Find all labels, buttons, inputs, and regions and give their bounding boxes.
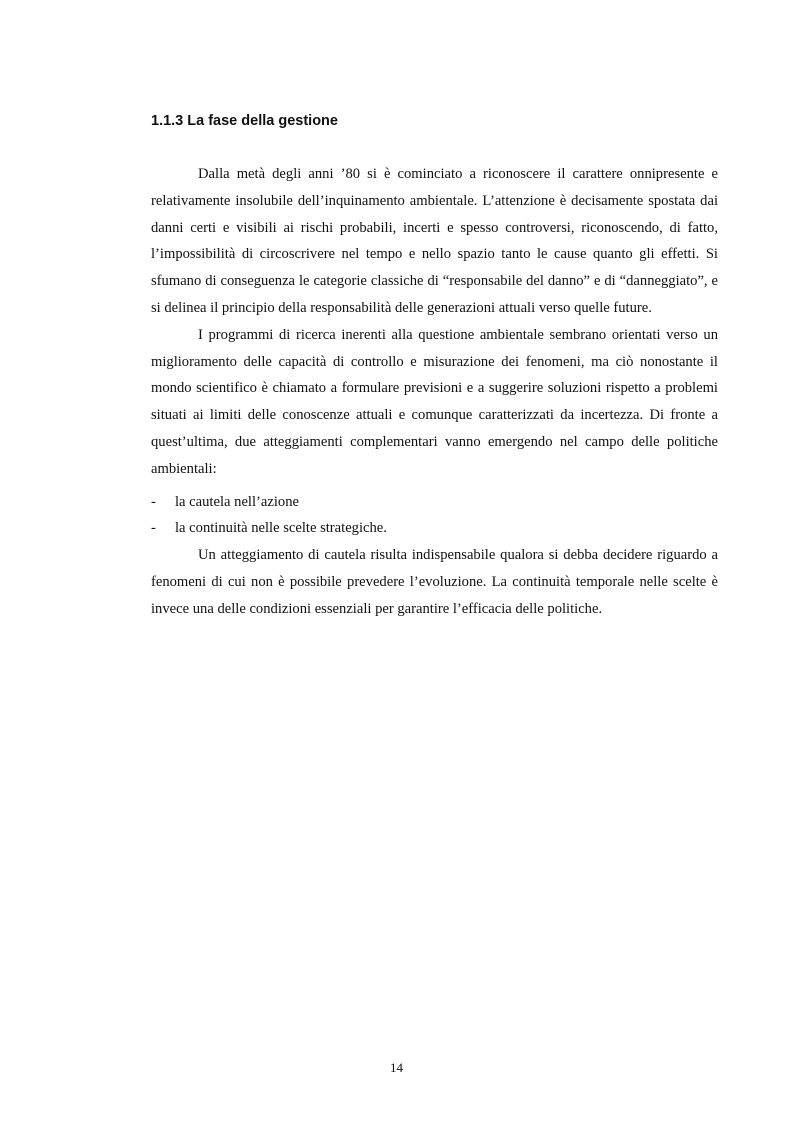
paragraph: I programmi di ricerca inerenti alla questione ambientale sembrano orientati verso un miglioramento delle capacità di controllo e misurazione dei fenomeni, ma ciò nonostante il mondo scientifico è chiamato a formulare previsioni e a suggerire soluzioni rispetto a problemi situati ai limiti delle conoscenze attuali e comunque caratterizzati da incertezza. Di fronte a quest’ultima, due atteggiamenti complementari vanno emergendo nel campo delle politiche ambientali: [151, 326, 718, 477]
section-heading: 1.1.3 La fase della gestione [151, 113, 338, 129]
list-item-text: la cautela nell’azione [175, 493, 299, 510]
bullet-list [151, 489, 718, 543]
list-bullet: - [151, 493, 156, 510]
list-item-text: la continuità nelle scelte strategiche. [175, 520, 387, 537]
page-number: 14 [390, 1060, 403, 1075]
paragraph: Dalla metà degli anni ’80 si è cominciato a riconoscere il carattere onnipresente e relativamente insolubile dell’inquinamento ambientale. L’attenzione è decisamente spostata dai danni certi e visibili ai rischi probabili, incerti e spesso controversi, riconoscendo, di fatto, l’impossibilità di circoscrivere nel tempo e nello spazio tanto le cause quanto gli effetti. Si sfumano di conseguenza le categorie classiche di “responsabile del danno” e di “danneggiato”, e si delinea il principio della responsabilità delle generazioni attuali verso quelle future. [151, 166, 718, 316]
paragraph: Un atteggiamento di cautela risulta indispensabile qualora si debba decidere riguardo a fenomeni di cui non è possibile prevedere l’evoluzione. La continuità temporale nelle scelte è invece una delle condizioni essenziali per garantire l’efficacia delle politiche. [151, 547, 718, 617]
list-bullet: - [151, 520, 156, 537]
list-item [151, 515, 718, 542]
body-text [151, 161, 718, 623]
list-item [151, 489, 718, 516]
